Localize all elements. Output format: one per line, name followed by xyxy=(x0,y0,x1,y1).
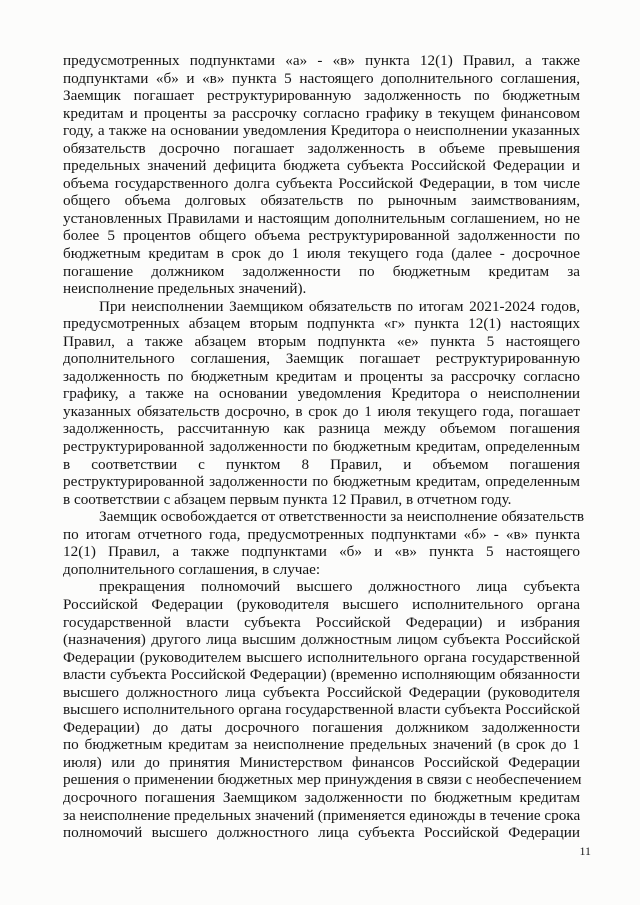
text-line: власти субъекта Российской Федерации) (временно исполняющим обязанности xyxy=(63,666,580,684)
text-line: решения о применении бюджетных мер принуждения в связи с необеспечением xyxy=(63,771,582,789)
text-line: Заемщик погашает реструктурированную задолженность по бюджетным xyxy=(63,87,580,105)
text-line: реструктурированной задолженности по бюджетным кредитам, определенным xyxy=(63,438,580,456)
text-line: июля) или до принятия Министерством финансов Российской Федерации xyxy=(63,753,580,771)
text-line: высшего должностного лица субъекта Российской Федерации (руководителя xyxy=(63,683,580,701)
text-line: реструктурированной задолженности по бюджетным кредитам, определенным xyxy=(63,473,580,491)
text-line: предельных значений дефицита бюджета субъекта Российской Федерации и xyxy=(63,157,580,175)
text-line: году, а также на основании уведомления Кредитора о неисполнении указанных xyxy=(63,122,580,140)
text-line: Федерации (руководителем высшего исполнительного органа государственной xyxy=(63,648,580,666)
text-line: задолженность по бюджетным кредитам и проценты за рассрочку согласно xyxy=(63,367,580,385)
text-line: графику, а также на основании уведомления Кредитора о неисполнении xyxy=(63,385,580,403)
text-line: (назначения) другого лица высшим должностным лицом субъекта Российской xyxy=(63,631,580,649)
paragraph-first-line: При неисполнении Заемщиком обязательств по итогам 2021-2024 годов, xyxy=(99,297,580,315)
text-line: Федерации) до даты досрочного погашения должником задолженности xyxy=(63,718,580,736)
text-line: за неисполнение предельных значений (применяется единожды в течение срока xyxy=(63,806,581,824)
page-number: 11 xyxy=(579,844,591,858)
text-line: досрочного погашения Заемщиком задолженности по бюджетным кредитам xyxy=(63,788,580,806)
document-body xyxy=(63,52,585,842)
paragraph-first-line: прекращения полномочий высшего должностного лица субъекта xyxy=(99,578,580,596)
paragraph-first-line: Заемщик освобождается от ответственности за неисполнение обязательств xyxy=(99,508,585,526)
text-line: дополнительного соглашения, Заемщик погашает реструктурированную xyxy=(63,350,580,368)
text-line: более 5 процентов общего объема реструктурированной задолженности по xyxy=(63,227,580,245)
text-line: установленных Правилами и настоящим дополнительным соглашением, но не xyxy=(63,209,580,227)
text-line: в соответствии с абзацем первым пункта 12 Правил, в отчетном году. xyxy=(63,490,512,508)
text-line: по итогам отчетного года, предусмотренных подпунктами «б» - «в» пункта xyxy=(63,525,580,543)
text-line: предусмотренных подпунктами «а» - «в» пункта 12(1) Правил, а также xyxy=(63,52,580,69)
text-line: предусмотренных абзацем вторым подпункта «г» пункта 12(1) настоящих xyxy=(63,315,580,333)
text-line: Правил, а также абзацем вторым подпункта «е» пункта 5 настоящего xyxy=(63,332,580,350)
text-line: объема государственного долга субъекта Российской Федерации, в том числе xyxy=(63,174,580,192)
text-line: бюджетным кредитам в срок до 1 июля текущего года (далее - досрочное xyxy=(63,245,580,263)
text-line: дополнительного соглашения, в случае: xyxy=(63,560,321,578)
text-line: погашение должником задолженности по бюджетным кредитам за xyxy=(63,262,580,280)
text-line: общего объема долговых обязательств по рыночным заимствованиям, xyxy=(63,192,580,210)
text-line: высшего исполнительного органа государственной власти субъекта Российской xyxy=(63,701,580,719)
text-line: указанных обязательств досрочно, в срок до 1 июля текущего года, погашает xyxy=(63,402,580,420)
text-line: 12(1) Правил, а также подпунктами «б» и «в» пункта 5 настоящего xyxy=(63,543,580,561)
text-line: обязательств досрочно погашает задолженность в объеме превышения xyxy=(63,139,580,157)
text-line: задолженность, рассчитанную как разница между объемом погашения xyxy=(63,420,580,438)
text-line: кредитам и проценты за рассрочку согласно графику в текущем финансовом xyxy=(63,104,580,122)
text-line: в соответствии с пунктом 8 Правил, и объемом погашения xyxy=(63,455,580,473)
text-line: государственной власти субъекта Российской Федерации) и избрания xyxy=(63,613,580,631)
text-line: подпунктами «б» и «в» пункта 5 настоящего дополнительного соглашения, xyxy=(63,69,580,87)
text-line: неисполнение предельных значений). xyxy=(63,280,307,298)
text-line: полномочий высшего должностного лица субъекта Российской Федерации xyxy=(63,824,580,842)
text-line: по бюджетным кредитам за неисполнение предельных значений (в срок до 1 xyxy=(63,736,580,754)
text-line: Российской Федерации (руководителя высшего исполнительного органа xyxy=(63,595,580,613)
